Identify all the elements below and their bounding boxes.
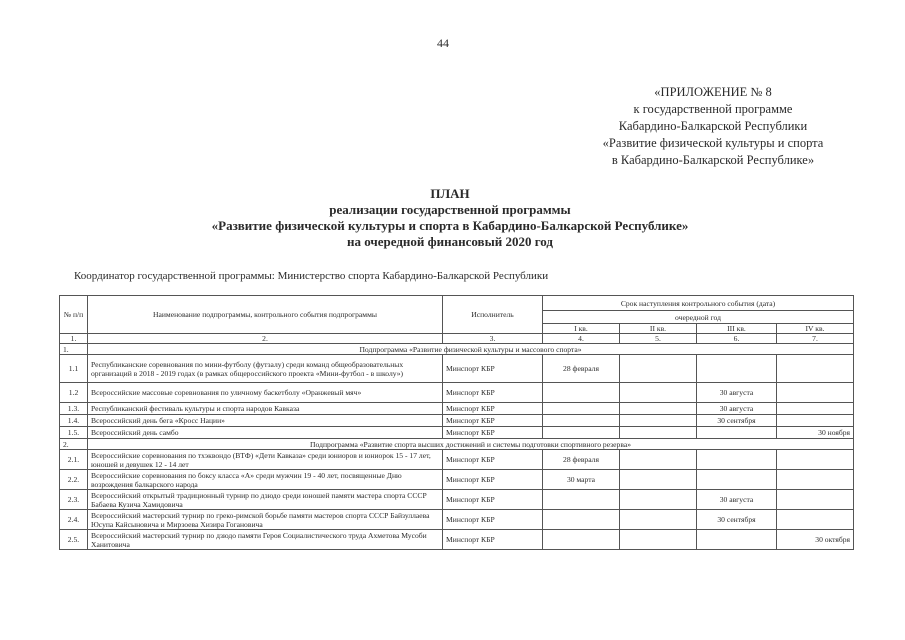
row-executor: Минспорт КБР (443, 427, 543, 439)
row-name: Республиканский фестиваль культуры и спорта народов Кавказа (88, 403, 443, 415)
subprogram-row (60, 344, 854, 355)
coordinator-text: Координатор государственной программы: Министерство спорта Кабардино-Балкарской Республики (74, 270, 549, 282)
row-q2 (620, 355, 697, 383)
row-q2 (620, 450, 697, 470)
row-name: Всероссийские соревнования по боксу класса «А» среди мужчин 19 - 40 лет, посвященные Дню возрождения балкарского народа (88, 470, 443, 490)
row-q3: 30 августа (697, 403, 777, 415)
table-row (60, 427, 854, 439)
header-q4: IV кв. (777, 324, 854, 334)
row-q1 (543, 383, 620, 403)
row-executor: Минспорт КБР (443, 355, 543, 383)
row-q3 (697, 450, 777, 470)
row-q3: 30 августа (697, 383, 777, 403)
appendix-line: в Кабардино-Балкарской Республике» (611, 153, 815, 167)
row-q2 (620, 427, 697, 439)
row-q2 (620, 530, 697, 550)
heading-line: реализации государственной программы (329, 202, 571, 217)
row-q2 (620, 403, 697, 415)
row-q1: 28 февраля (543, 450, 620, 470)
row-q4 (777, 490, 854, 510)
row-num: 1.4. (60, 415, 88, 427)
column-number: 3. (443, 334, 543, 344)
column-number: 2. (88, 334, 443, 344)
heading-line: на очередной финансовый 2020 год (347, 234, 553, 249)
appendix-line: к государственной программе (633, 102, 793, 116)
row-q3 (697, 470, 777, 490)
column-number: 5. (620, 334, 697, 344)
row-num: 2.2. (60, 470, 88, 490)
table-row (60, 470, 854, 490)
row-num: 2.4. (60, 510, 88, 530)
row-q2 (620, 415, 697, 427)
header-q3: III кв. (697, 324, 777, 334)
subprogram-num: 1. (60, 344, 88, 355)
appendix-line: «Развитие физической культуры и спорта (602, 136, 824, 150)
table-row (60, 415, 854, 427)
row-q4 (777, 470, 854, 490)
row-executor: Минспорт КБР (443, 415, 543, 427)
column-number-row (60, 334, 854, 344)
row-executor: Минспорт КБР (443, 530, 543, 550)
row-name: Всероссийский день самбо (88, 427, 443, 439)
column-number: 1. (60, 334, 88, 344)
row-q4 (777, 510, 854, 530)
column-number: 6. (697, 334, 777, 344)
row-q1: 30 марта (543, 470, 620, 490)
column-number: 7. (777, 334, 854, 344)
table-row (60, 355, 854, 383)
row-name: Всероссийский мастерский турнир по греко-римской борьбе памяти мастеров спорта СССР Байзуллаева Юсупа Кайсыновича и Мирзоева Хизира Гогановича (88, 510, 443, 530)
table-row (60, 450, 854, 470)
subprogram-row (60, 439, 854, 450)
row-q4 (777, 383, 854, 403)
row-q2 (620, 490, 697, 510)
row-q3: 30 сентября (697, 415, 777, 427)
row-q4 (777, 355, 854, 383)
header-executor: Исполнитель (443, 296, 543, 334)
heading-title: ПЛАН (430, 186, 470, 201)
row-q4 (777, 403, 854, 415)
row-q1 (543, 490, 620, 510)
header-q1: I кв. (543, 324, 620, 334)
row-q1 (543, 427, 620, 439)
row-executor: Минспорт КБР (443, 510, 543, 530)
column-number: 4. (543, 334, 620, 344)
row-num: 1.3. (60, 403, 88, 415)
subprogram-title: Подпрограмма «Развитие физической культуры и массового спорта» (88, 344, 854, 355)
row-num: 1.1 (60, 355, 88, 383)
row-executor: Минспорт КБР (443, 450, 543, 470)
row-executor: Минспорт КБР (443, 470, 543, 490)
header-year: очередной год (543, 311, 854, 324)
row-q3 (697, 427, 777, 439)
table-row (60, 530, 854, 550)
plan-table (59, 295, 854, 550)
row-q3: 30 августа (697, 490, 777, 510)
appendix-line: Кабардино-Балкарской Республики (618, 119, 808, 133)
table-row (60, 403, 854, 415)
row-name: Всероссийский открытый традиционный турнир по дзюдо среди юношей памяти мастера спорта СССР Бабаева Кузича Хамидовича (88, 490, 443, 510)
subprogram-num: 2. (60, 439, 88, 450)
row-executor: Минспорт КБР (443, 490, 543, 510)
row-q3 (697, 530, 777, 550)
subprogram-title: Подпрограмма «Развитие спорта высших достижений и системы подготовки спортивного резерва» (88, 439, 854, 450)
row-executor: Минспорт КБР (443, 403, 543, 415)
row-num: 2.5. (60, 530, 88, 550)
row-q4: 30 октября (777, 530, 854, 550)
row-num: 1.5. (60, 427, 88, 439)
appendix-line: «ПРИЛОЖЕНИЕ № 8 (654, 85, 772, 99)
header-deadline: Срок наступления контрольного события (дата) (543, 296, 854, 311)
header-name: Наименование подпрограммы, контрольного события подпрограммы (88, 296, 443, 334)
row-q4: 30 ноября (777, 427, 854, 439)
header-q2: II кв. (620, 324, 697, 334)
header-num: № п/п (60, 296, 88, 334)
row-q1 (543, 403, 620, 415)
row-q2 (620, 470, 697, 490)
row-name: Всероссийские соревнования по тхэквондо (ВТФ) «Дети Кавказа» среди юниоров и юниорок 15 - 17 лет, юношей и девушек 12 - 14 лет (88, 450, 443, 470)
table-row (60, 510, 854, 530)
heading-line: «Развитие физической культуры и спорта в Кабардино-Балкарской Республике» (211, 218, 689, 233)
row-q3 (697, 355, 777, 383)
row-q2 (620, 510, 697, 530)
row-q1: 28 февраля (543, 355, 620, 383)
row-q4 (777, 415, 854, 427)
row-q1 (543, 510, 620, 530)
row-name: Всероссийские массовые соревнования по уличному баскетболу «Оранжевый мяч» (88, 383, 443, 403)
row-name: Всероссийский день бега «Кросс Нации» (88, 415, 443, 427)
row-num: 2.3. (60, 490, 88, 510)
page-number: 44 (437, 36, 449, 50)
row-q2 (620, 383, 697, 403)
row-q3: 30 сентября (697, 510, 777, 530)
row-num: 1.2 (60, 383, 88, 403)
row-name: Всероссийский мастерский турнир по дзюдо памяти Героя Социалистического труда Ахметова Мусоби Ханитовича (88, 530, 443, 550)
table-row (60, 490, 854, 510)
row-q1 (543, 530, 620, 550)
row-executor: Минспорт КБР (443, 383, 543, 403)
row-q4 (777, 450, 854, 470)
table-row (60, 383, 854, 403)
appendix-block (548, 84, 878, 169)
plan-heading (120, 186, 780, 250)
row-num: 2.1. (60, 450, 88, 470)
row-name: Республиканские соревнования по мини-футболу (футзалу) среди команд общеобразовательных организаций в 2018 - 2019 годах (в рамках общероссийского проекта «Мини-футбол - в школу») (88, 355, 443, 383)
row-q1 (543, 415, 620, 427)
